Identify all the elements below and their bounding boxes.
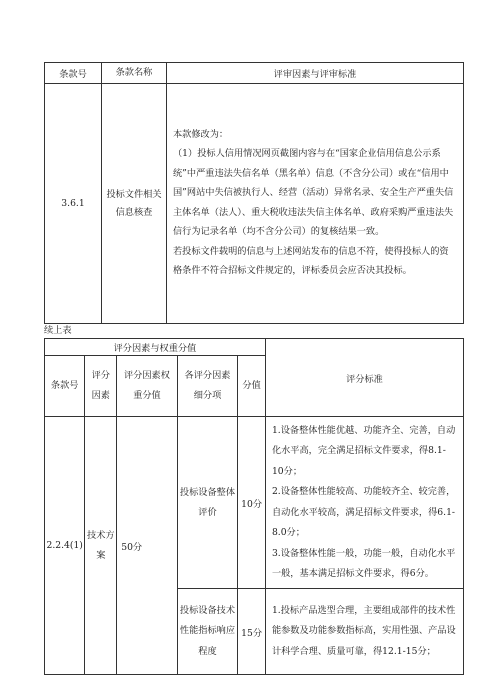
sub-item-criteria — [265, 589, 463, 675]
header-clause-name: 条款名称 — [102, 63, 167, 84]
sub-item-name: 投标设备技术性能指标响应程度 — [177, 589, 238, 675]
scoring-group-header-row — [45, 339, 464, 356]
clause-content — [167, 84, 464, 324]
table-row — [45, 84, 464, 324]
content-line: 本款修改为： — [173, 128, 229, 140]
sub-item-score: 15分 — [238, 589, 266, 675]
criteria-line: 1.设备整体性能优越、功能齐全、完善，自动化水平高，完全满足招标文件要求，得8.1-10分； — [271, 424, 456, 477]
scoring-weight: 50分 — [117, 417, 178, 675]
header-factor: 评分因素 — [85, 356, 117, 417]
sub-item-score: 10分 — [238, 417, 266, 589]
scoring-clause-no: 2.2.4(1) — [45, 417, 85, 675]
sub-item-criteria — [265, 417, 463, 589]
header-score: 分值 — [238, 356, 266, 417]
header-sub-items: 各评分因素细分项 — [177, 356, 238, 417]
header-standard: 评分标准 — [265, 339, 463, 417]
continued-label: 续上表 — [44, 325, 72, 336]
scoring-table — [44, 338, 464, 675]
clause-table-header — [45, 63, 464, 84]
content-line: （1）投标人信用情况网页截图内容与在“国家企业信用信息公示系统”中严重违法失信名单（黑名单）信息（不含分公司）或在“信用中国”网站中失信被执行人、经营（活动）异常名录、安全生产严重失信主体名单（法人）、重大税收违法失信主体名单、政府采购严重违法失信行为记录名单（均不含分公司）的复核结果一致。 — [173, 148, 454, 237]
header-weight: 评分因素权重分值 — [117, 356, 178, 417]
criteria-line: 2.设备整体性能较高、功能较齐全、较完善，自动化水平较高，满足招标文件要求，得6.1-8.0分； — [271, 486, 456, 538]
group-header: 评分因素与权重分值 — [45, 339, 266, 356]
clause-table — [44, 62, 464, 324]
header-criteria: 评审因素与评审标准 — [167, 63, 464, 84]
header-clause-no: 条款号 — [45, 63, 102, 84]
clause-name: 投标文件相关信息核查 — [102, 84, 167, 324]
sub-item-name: 投标设备整体评价 — [177, 417, 238, 589]
clause-no: 3.6.1 — [45, 84, 102, 324]
scoring-factor: 技术方案 — [85, 417, 117, 675]
criteria-line: 3.设备整体性能一般，功能一般，自动化水平一般，基本满足招标文件要求，得6分。 — [271, 547, 456, 579]
content-line: 若投标文件载明的信息与上述网站发布的信息不符，使得投标人的资格条件不符合招标文件规定的，评标委员会应否决其投标。 — [173, 245, 449, 276]
header-clause-no: 条款号 — [45, 356, 85, 417]
table-row — [45, 417, 464, 589]
criteria-line: 1.投标产品选型合理，主要组成部件的技术性能参数及功能参数指标高，实用性强、产品设计科学合理、质量可靠，得12.1-15分； — [271, 604, 456, 657]
